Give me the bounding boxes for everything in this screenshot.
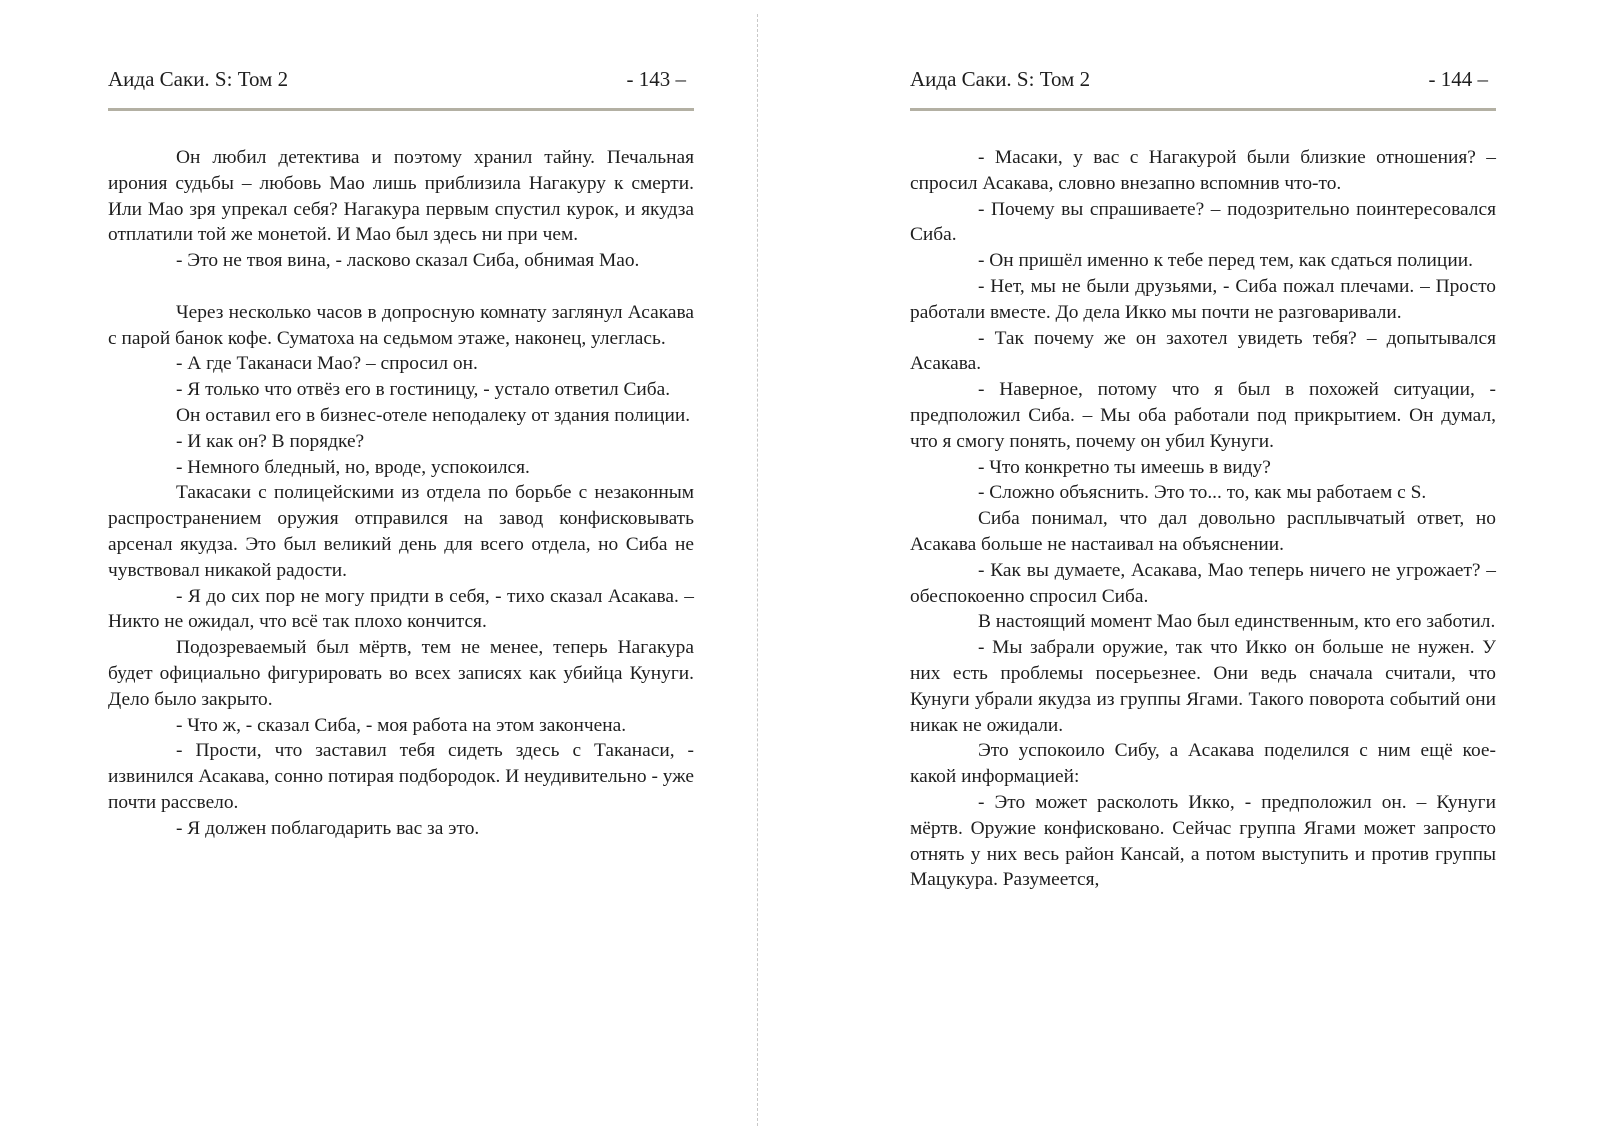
paragraph: - Так почему же он захотел увидеть тебя? – допытывался Асакава.	[910, 327, 1496, 375]
page-body	[910, 145, 1496, 893]
paragraph: - Сложно объяснить. Это то... то, как мы работаем с S.	[978, 482, 1427, 504]
paragraph: - Это не твоя вина, - ласково сказал Сиба, обнимая Мао.	[176, 250, 640, 272]
page-number: - 143 –	[626, 67, 686, 91]
paragraph: - Что ж, - сказал Сиба, - моя работа на этом закончена.	[176, 714, 627, 736]
running-header	[910, 64, 1496, 94]
left-page	[108, 0, 694, 1131]
paragraph: - Мы забрали оружие, так что Икко он больше не нужен. У них есть проблемы посерьезнее. Они ведь сначала считали, что Кунуги убрали якудза из группы Ягами. Такого поворота событий они никак не ожидали.	[910, 637, 1496, 736]
paragraph: Он оставил его в бизнес-отеле неподалеку от здания полиции.	[176, 404, 691, 426]
book-title: Аида Саки. S: Том 2	[910, 67, 1091, 91]
paragraph: В настоящий момент Мао был единственным, кто его заботил.	[978, 611, 1496, 633]
page-spine-divider	[757, 14, 758, 1126]
paragraph: - А где Таканаси Мао? – спросил он.	[176, 353, 478, 375]
paragraph: - Немного бледный, но, вроде, успокоился.	[176, 456, 530, 478]
paragraph: - Наверное, потому что я был в похожей ситуации, - предположил Сиба. – Мы оба работали под прикрытием. Он думал, что я смогу понять, почему он убил Кунуги.	[910, 379, 1496, 452]
header-rule	[108, 108, 694, 111]
paragraph: Такасаки с полицейскими из отдела по борьбе с незаконным распространением оружия отправился на завод конфисковывать арсенал якудза. Это был великий день для всего отдела, но Сиба не чувствовал никакой радости.	[108, 482, 694, 581]
paragraph: Он любил детектива и поэтому хранил тайну. Печальная ирония судьбы – любовь Мао лишь приблизила Нагакуру к смерти. Или Мао зря упрекал себя? Нагакура первым спустил курок, и якудза отплатили той же монетой. И Мао был здесь ни при чем.	[108, 147, 694, 246]
section-break	[108, 274, 694, 300]
paragraph: - Я до сих пор не могу придти в себя, - тихо сказал Асакава. – Никто не ожидал, что всё так плохо кончится.	[108, 585, 694, 633]
paragraph: Подозреваемый был мёртв, тем не менее, теперь Нагакура будет официально фигурировать во всех записях как убийца Кунуги. Дело было закрыто.	[108, 637, 694, 710]
paragraph: - Масаки, у вас с Нагакурой были близкие отношения? – спросил Асакава, словно внезапно вспомнив что-то.	[910, 147, 1496, 194]
paragraph: - Почему вы спрашиваете? – подозрительно поинтересовался Сиба.	[910, 198, 1496, 246]
paragraph: - Это может расколоть Икко, - предположил он. – Кунуги мёртв. Оружие конфисковано. Сейчас группа Ягами может запросто отнять у них весь район Кансай, а потом выступить и против группы Мацукура. Разумеется,	[910, 791, 1496, 891]
paragraph: - Нет, мы не были друзьями, - Сиба пожал плечами. – Просто работали вместе. До дела Икко мы почти не разговаривали.	[910, 275, 1496, 323]
book-title: Аида Саки. S: Том 2	[108, 67, 289, 91]
paragraph: - Прости, что заставил тебя сидеть здесь с Таканаси, - извинился Асакава, сонно потирая подбородок. И неудивительно - уже почти рассвело.	[108, 740, 694, 813]
right-page	[910, 0, 1496, 1131]
page-number: - 144 –	[1428, 67, 1488, 91]
paragraph: - Я должен поблагодарить вас за это.	[176, 817, 480, 839]
header-rule	[910, 108, 1496, 111]
paragraph: - Что конкретно ты имеешь в виду?	[978, 456, 1271, 478]
paragraph: - И как он? В порядке?	[176, 430, 365, 452]
paragraph: - Я только что отвёз его в гостиницу, - устало ответил Сиба.	[176, 379, 671, 401]
paragraph: Через несколько часов в допросную комнату заглянул Асакава с парой банок кофе. Суматоха на седьмом этаже, наконец, улеглась.	[108, 301, 694, 349]
paragraph: - Он пришёл именно к тебе перед тем, как сдаться полиции.	[978, 250, 1473, 272]
running-header	[108, 64, 694, 94]
paragraph: - Как вы думаете, Асакава, Мао теперь ничего не угрожает? – обеспокоенно спросил Сиба.	[910, 559, 1496, 607]
paragraph: Сиба понимал, что дал довольно расплывчатый ответ, но Асакава больше не настаивал на объяснении.	[910, 508, 1496, 555]
paragraph: Это успокоило Сибу, а Асакава поделился с ним ещё кое-какой информацией:	[910, 740, 1496, 788]
page-body	[108, 145, 694, 842]
